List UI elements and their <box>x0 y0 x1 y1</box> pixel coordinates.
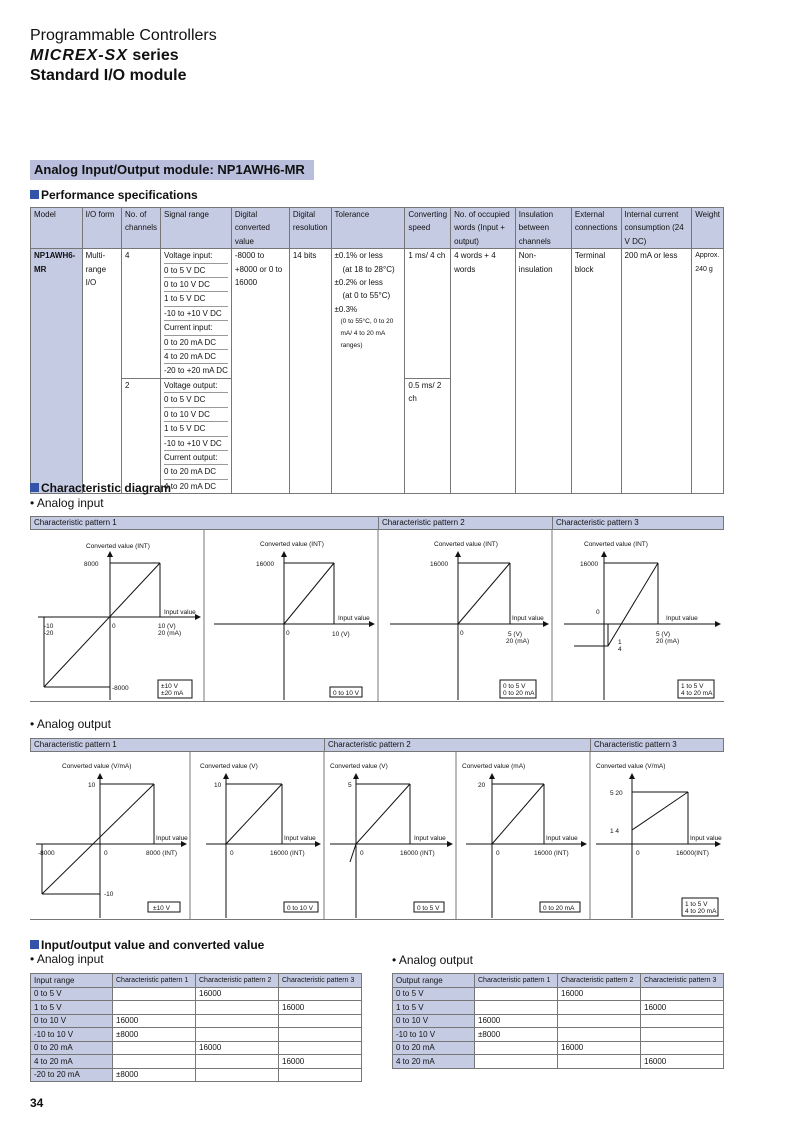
range-cell: 0 to 5 V <box>393 987 475 1001</box>
range-cell: 1 to 5 V <box>31 1001 113 1015</box>
cell-speed-out: 0.5 ms/ 2 ch <box>405 378 451 493</box>
brand-logo: MICREX-SX <box>30 47 128 64</box>
th-output-range: Output range <box>393 974 475 988</box>
tick-label: 0 <box>104 850 108 857</box>
tick-label: 16000(INT) <box>676 850 709 857</box>
range-cell: 0 to 20 mA <box>31 1041 113 1055</box>
io-heading <box>30 938 264 952</box>
tick-label: 5 <box>348 782 352 789</box>
th-pattern-3: Characteristic pattern 3 <box>279 974 362 988</box>
signal-in-item: -20 to +20 mA DC <box>164 366 228 376</box>
tick-label: -8000 <box>38 850 55 857</box>
signal-out-item: Current output: <box>164 451 228 465</box>
signal-in-item: 4 to 20 mA DC <box>164 350 228 364</box>
io-input-text: Analog input <box>36 952 104 966</box>
square-bullet-icon <box>30 940 39 949</box>
diagram-in-3 <box>390 541 548 700</box>
tick-label: 16000 (INT) <box>534 850 569 857</box>
signal-in-item: 0 to 5 V DC <box>164 264 228 278</box>
table-row <box>31 1055 362 1069</box>
table-row <box>393 1028 724 1042</box>
th-pattern-2: Characteristic pattern 2 <box>196 974 279 988</box>
range-box-text: ±20 mA <box>161 690 184 697</box>
cell-words: 4 words + 4 words <box>451 249 516 494</box>
input-table-body <box>31 987 362 1082</box>
range-box-text: 1 to 5 V <box>685 901 708 908</box>
cell-tolerance <box>331 249 405 494</box>
th-tolerance: Tolerance <box>331 208 405 249</box>
tick-label: 4 <box>618 646 622 653</box>
output-diagram-panel <box>30 738 724 920</box>
output-pattern-header <box>30 738 724 752</box>
square-bullet-icon <box>30 483 39 492</box>
out-pattern-2: Characteristic pattern 2 <box>325 739 591 751</box>
axis-label: Converted value (INT) <box>86 543 150 550</box>
signal-out-item: 0 to 20 mA DC <box>164 465 228 479</box>
th-connections: External connections <box>571 208 621 249</box>
axis-label: Converted value (INT) <box>434 541 498 548</box>
page-header <box>30 26 217 86</box>
table-row <box>31 1068 362 1082</box>
cell-model: NP1AWH6-MR <box>31 249 83 494</box>
tick-label: 20 (mA) <box>158 630 182 637</box>
axis-label: Converted value (V) <box>330 763 388 770</box>
value-cell <box>641 1041 724 1055</box>
signal-out-item: 0 to 10 V DC <box>164 408 228 422</box>
th-digital-value: Digital converted value <box>231 208 289 249</box>
range-box-text: ±10 V <box>153 905 170 912</box>
value-cell: ±8000 <box>113 1028 196 1042</box>
cell-ch-out: 2 <box>122 378 161 493</box>
range-box-text: 0 to 20 mA <box>503 690 535 697</box>
tick-label: 1 <box>618 639 622 646</box>
axis-label: Converted value (V) <box>200 763 258 770</box>
io-output-text: Analog output <box>398 953 473 967</box>
range-box-text: ±10 V <box>161 683 178 690</box>
value-cell <box>113 1055 196 1069</box>
tolerance-line: ±0.3% <box>334 304 358 314</box>
tick-label: 8000 (INT) <box>146 850 178 857</box>
value-cell <box>279 1014 362 1028</box>
value-cell: 16000 <box>641 1001 724 1015</box>
diagram-in-1 <box>38 543 200 700</box>
input-value-table <box>30 973 362 1082</box>
th-pattern-1: Characteristic pattern 1 <box>475 974 558 988</box>
value-cell <box>279 1068 362 1082</box>
value-cell: 16000 <box>279 1055 362 1069</box>
cell-resolution: 14 bits <box>289 249 331 494</box>
diagram-in-2 <box>214 541 374 700</box>
axis-label: Input value <box>284 835 316 842</box>
table-row <box>393 1001 724 1015</box>
diagram-in-4 <box>564 541 720 700</box>
th-pattern-3: Characteristic pattern 3 <box>641 974 724 988</box>
th-model: Model <box>31 208 83 249</box>
series-text: series <box>127 47 179 64</box>
tick-label: 0 <box>230 850 234 857</box>
tolerance-line: (at 0 to 55°C) <box>342 291 391 301</box>
th-insulation: Insulation between channels <box>515 208 571 249</box>
value-cell <box>279 1028 362 1042</box>
range-cell: -10 to 10 V <box>393 1028 475 1042</box>
axis-label: Input value <box>666 615 698 622</box>
tolerance-line: ±0.1% or less <box>334 251 383 261</box>
axis-label: Converted value (INT) <box>260 541 324 548</box>
range-box-text: 4 to 20 mA <box>685 908 717 915</box>
value-cell <box>279 1041 362 1055</box>
analog-input-text: Analog input <box>36 496 104 510</box>
square-bullet-icon <box>30 190 39 199</box>
th-io-form: I/O form <box>82 208 121 249</box>
in-pattern-3: Characteristic pattern 3 <box>556 518 639 527</box>
value-cell <box>475 1001 558 1015</box>
analog-input-label: • Analog input <box>30 496 104 510</box>
value-cell <box>558 1014 641 1028</box>
tick-label: 16000 <box>256 561 275 568</box>
th-channels: No. of channels <box>122 208 161 249</box>
range-cell: -20 to 20 mA <box>31 1068 113 1082</box>
signal-in-item: 1 to 5 V DC <box>164 292 228 306</box>
tick-label: 10 (V) <box>332 631 350 638</box>
th-resolution: Digital resolution <box>289 208 331 249</box>
tick-label: 0 <box>360 850 364 857</box>
signal-out-item: -10 to +10 V DC <box>164 437 228 451</box>
tick-label: -8000 <box>112 685 129 692</box>
axis-label: Converted value (V/mA) <box>62 763 132 770</box>
range-box-text: 0 to 5 V <box>417 905 440 912</box>
tick-label: 20 (mA) <box>656 638 680 645</box>
table-row <box>31 987 362 1001</box>
value-cell <box>558 1001 641 1015</box>
tick-label: 0 <box>496 850 500 857</box>
perf-heading <box>30 188 198 202</box>
value-cell <box>113 1001 196 1015</box>
perf-heading-text: Performance specifications <box>41 188 198 202</box>
tick-label: 16000 (INT) <box>400 850 435 857</box>
tick-label: 10 (V) <box>158 623 176 630</box>
value-cell: 16000 <box>641 1055 724 1069</box>
table-row <box>31 1041 362 1055</box>
range-box-text: 0 to 5 V <box>503 683 526 690</box>
spec-row-input <box>31 249 724 379</box>
io-input-label: • Analog input <box>30 952 104 966</box>
value-cell <box>196 1014 279 1028</box>
value-cell <box>475 1041 558 1055</box>
header-line2 <box>30 46 217 66</box>
axis-label: Input value <box>512 615 544 622</box>
diagram-out-2 <box>200 763 320 918</box>
tick-label: 16000 <box>430 561 449 568</box>
spec-table <box>30 207 724 494</box>
range-cell: 0 to 20 mA <box>393 1041 475 1055</box>
diagram-out-5 <box>596 763 722 918</box>
signal-in-item: Voltage input: <box>164 249 228 263</box>
value-cell: 16000 <box>279 1001 362 1015</box>
diagram-out-3 <box>330 763 452 918</box>
range-cell: 0 to 10 V <box>393 1014 475 1028</box>
cell-signal-in <box>161 249 232 379</box>
out-pattern-3: Characteristic pattern 3 <box>594 740 677 749</box>
value-cell <box>196 1068 279 1082</box>
tick-label: -10 <box>104 891 114 898</box>
value-cell: ±8000 <box>475 1028 558 1042</box>
in-pattern-2: Characteristic pattern 2 <box>379 517 553 529</box>
in-pattern-1: Characteristic pattern 1 <box>31 517 379 529</box>
range-box-text: 1 to 5 V <box>681 683 704 690</box>
table-row <box>393 1055 724 1069</box>
range-cell: 0 to 5 V <box>31 987 113 1001</box>
tick-label: 10 <box>88 782 96 789</box>
range-box-text: 0 to 10 V <box>333 690 360 697</box>
table-row <box>31 1001 362 1015</box>
value-cell <box>196 1001 279 1015</box>
output-table-body <box>393 987 724 1068</box>
table-header-row <box>31 974 362 988</box>
tick-label: 5 (V) <box>508 631 523 638</box>
tick-label: 16000 (INT) <box>270 850 305 857</box>
module-title-band: Analog Input/Output module: NP1AWH6-MR <box>30 160 314 180</box>
tick-label: 0 <box>286 630 290 637</box>
th-signal-range: Signal range <box>161 208 232 249</box>
tick-label: 5 20 <box>610 790 623 797</box>
value-cell <box>641 1028 724 1042</box>
tick-label: 0 <box>112 623 116 630</box>
range-cell: -10 to 10 V <box>31 1028 113 1042</box>
value-cell: 16000 <box>196 987 279 1001</box>
input-diagram-panel <box>30 516 724 702</box>
th-pattern-1: Characteristic pattern 1 <box>113 974 196 988</box>
value-cell: 16000 <box>558 1041 641 1055</box>
out-pattern-1: Characteristic pattern 1 <box>31 739 325 751</box>
value-cell: 16000 <box>475 1014 558 1028</box>
analog-output-text: Analog output <box>36 717 111 731</box>
cell-speed-in: 1 ms/ 4 ch <box>405 249 451 379</box>
signal-in-item: 0 to 10 V DC <box>164 278 228 292</box>
input-pattern-header <box>30 516 724 530</box>
value-cell <box>641 1014 724 1028</box>
tolerance-line: (at 18 to 28°C) <box>342 264 395 274</box>
table-row <box>31 1014 362 1028</box>
range-cell: 1 to 5 V <box>393 1001 475 1015</box>
tick-label: 10 <box>214 782 222 789</box>
value-cell: 16000 <box>113 1014 196 1028</box>
axis-label: Converted value (INT) <box>584 541 648 548</box>
th-weight: Weight <box>692 208 724 249</box>
range-box-text: 0 to 10 V <box>287 905 314 912</box>
value-cell <box>641 987 724 1001</box>
range-box-text: 0 to 20 mA <box>543 905 575 912</box>
value-cell <box>279 987 362 1001</box>
value-cell <box>196 1028 279 1042</box>
output-value-table <box>392 973 724 1069</box>
tick-label: 16000 <box>580 561 599 568</box>
table-header-row <box>393 974 724 988</box>
signal-in-item: Current input: <box>164 321 228 335</box>
tick-label: 20 <box>478 782 486 789</box>
header-line3: Standard I/O module <box>30 67 187 84</box>
cell-ch-in: 4 <box>122 249 161 379</box>
tick-label: 8000 <box>84 561 99 568</box>
tick-label: 0 <box>636 850 640 857</box>
table-row <box>393 1014 724 1028</box>
tick-label: 0 <box>596 609 600 616</box>
input-diagram-svg <box>30 530 724 702</box>
tick-label: 5 (V) <box>656 631 671 638</box>
signal-out-item: 1 to 5 V DC <box>164 422 228 436</box>
th-current: Internal current consumption (24 V DC) <box>621 208 692 249</box>
cell-insulation: Non-insulation <box>515 249 571 494</box>
cell-weight: Approx. 240 g <box>692 249 724 494</box>
tick-label: 0 <box>460 630 464 637</box>
range-box-text: 4 to 20 mA <box>681 690 713 697</box>
value-cell <box>475 1055 558 1069</box>
value-cell: 16000 <box>558 987 641 1001</box>
value-cell: 16000 <box>196 1041 279 1055</box>
th-words: No. of occupied words (Input + output) <box>451 208 516 249</box>
tick-label: 20 (mA) <box>506 638 530 645</box>
axis-label: Input value <box>546 835 578 842</box>
table-row <box>393 1041 724 1055</box>
page-number: 34 <box>30 1096 44 1110</box>
analog-output-label: • Analog output <box>30 717 111 731</box>
th-input-range: Input range <box>31 974 113 988</box>
value-cell <box>113 987 196 1001</box>
tick-label: -20 <box>44 630 54 637</box>
diagram-out-1 <box>36 763 188 918</box>
spec-header-row <box>31 208 724 249</box>
char-heading <box>30 481 171 495</box>
output-diagram-svg <box>30 752 724 920</box>
diagram-out-4 <box>462 763 586 918</box>
value-cell <box>196 1055 279 1069</box>
value-cell <box>558 1055 641 1069</box>
char-heading-text: Characteristic diagram <box>41 481 172 495</box>
axis-label: Converted value (mA) <box>462 763 526 770</box>
cell-signal-out <box>161 378 232 493</box>
table-row <box>393 987 724 1001</box>
range-cell: 0 to 10 V <box>31 1014 113 1028</box>
axis-label: Input value <box>164 609 196 616</box>
value-cell <box>113 1041 196 1055</box>
table-row <box>31 1028 362 1042</box>
signal-in-item: -10 to +10 V DC <box>164 307 228 321</box>
axis-label: Input value <box>156 835 188 842</box>
signal-out-item: 4 to 20 mA DC <box>164 481 217 491</box>
cell-io-form: Multi-range I/O <box>82 249 121 494</box>
cell-connections: Terminal block <box>571 249 621 494</box>
value-cell <box>475 987 558 1001</box>
io-output-label: • Analog output <box>392 953 473 967</box>
signal-in-item: 0 to 20 mA DC <box>164 336 228 350</box>
th-speed: Converting speed <box>405 208 451 249</box>
axis-label: Input value <box>338 615 370 622</box>
header-line1: Programmable Controllers <box>30 27 217 44</box>
tick-label: 1 4 <box>610 828 620 835</box>
th-pattern-2: Characteristic pattern 2 <box>558 974 641 988</box>
value-cell <box>558 1028 641 1042</box>
cell-current: 200 mA or less <box>621 249 692 494</box>
signal-out-item: 0 to 5 V DC <box>164 393 228 407</box>
axis-label: Converted value (V/mA) <box>596 763 666 770</box>
io-heading-text: Input/output value and converted value <box>41 938 265 952</box>
tick-label: -10 <box>44 623 54 630</box>
axis-label: Input value <box>414 835 446 842</box>
value-cell: ±8000 <box>113 1068 196 1082</box>
axis-label: Input value <box>690 835 722 842</box>
range-cell: 4 to 20 mA <box>393 1055 475 1069</box>
cell-digital-value: -8000 to +8000 or 0 to 16000 <box>231 249 289 494</box>
range-cell: 4 to 20 mA <box>31 1055 113 1069</box>
tolerance-line: ±0.2% or less <box>334 278 383 288</box>
tolerance-line: (0 to 55°C, 0 to 20 mA/ 4 to 20 mA ranges) <box>340 318 394 350</box>
signal-out-item: Voltage output: <box>164 379 228 393</box>
